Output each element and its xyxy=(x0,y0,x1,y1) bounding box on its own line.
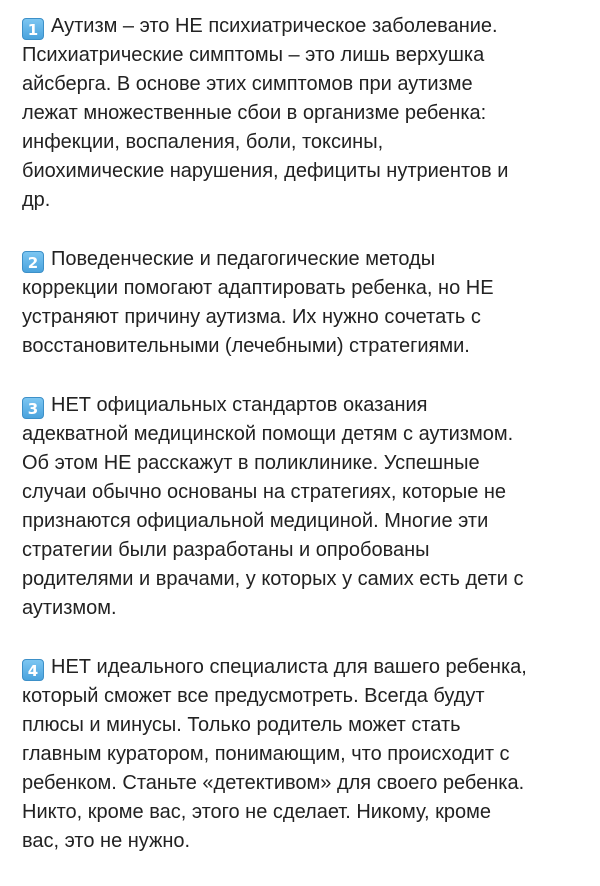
paragraph-line: ребенком. Станьте «детективом» для своего ребенка. xyxy=(22,772,525,794)
paragraph-1 xyxy=(22,12,590,215)
paragraph-line: др. xyxy=(22,189,51,211)
article-body xyxy=(22,12,590,886)
paragraph-line: айсберга. В основе этих симптомов при аутизме xyxy=(22,73,473,95)
paragraph-line: инфекции, воспаления, боли, токсины, xyxy=(22,131,384,153)
paragraph-line: биохимические нарушения, дефициты нутриентов и xyxy=(22,160,509,182)
paragraph-2 xyxy=(22,245,590,361)
paragraph-line xyxy=(22,653,590,682)
paragraph-line: случаи обычно основаны на стратегиях, которые не xyxy=(22,481,507,503)
paragraph-line: стратегии были разработаны и опробованы xyxy=(22,539,430,561)
line-text: НЕТ идеального специалиста для вашего ребенка, xyxy=(51,656,527,678)
paragraph-line: коррекции помогают адаптировать ребенка, но НЕ xyxy=(22,277,494,299)
paragraph-line: признаются официальной медициной. Многие эти xyxy=(22,510,489,532)
paragraph-line: восстановительными (лечебными) стратегиями. xyxy=(22,335,470,357)
paragraph-line: который сможет все предусмотреть. Всегда будут xyxy=(22,685,485,707)
line-text: НЕТ официальных стандартов оказания xyxy=(51,394,428,416)
paragraph-line: вас, это не нужно. xyxy=(22,830,191,852)
paragraph-3 xyxy=(22,391,590,623)
paragraph-line: аутизмом. xyxy=(22,597,117,619)
keycap-digit-three-icon: 3 xyxy=(22,397,44,419)
paragraph-line: Психиатрические симптомы – это лишь верхушка xyxy=(22,44,485,66)
keycap-digit-one-icon: 1 xyxy=(22,18,44,40)
paragraph-line xyxy=(22,12,590,41)
paragraph-line: Никто, кроме вас, этого не сделает. Никому, кроме xyxy=(22,801,492,823)
line-text: Аутизм – это НЕ психиатрическое заболевание. xyxy=(51,15,498,37)
paragraph-line: плюсы и минусы. Только родитель может стать xyxy=(22,714,461,736)
paragraph-line: адекватной медицинской помощи детям с аутизмом. xyxy=(22,423,514,445)
line-text: Поведенческие и педагогические методы xyxy=(51,248,436,270)
paragraph-line: Об этом НЕ расскажут в поликлинике. Успешные xyxy=(22,452,480,474)
paragraph-line: устраняют причину аутизма. Их нужно сочетать с xyxy=(22,306,481,328)
paragraph-line xyxy=(22,245,590,274)
keycap-digit-four-icon: 4 xyxy=(22,659,44,681)
paragraph-line xyxy=(22,391,590,420)
paragraph-line: главным куратором, понимающим, что происходит с xyxy=(22,743,510,765)
paragraph-line: родителями и врачами, у которых у самих есть дети с xyxy=(22,568,524,590)
paragraph-4 xyxy=(22,653,590,856)
paragraph-line: лежат множественные сбои в организме ребенка: xyxy=(22,102,487,124)
keycap-digit-two-icon: 2 xyxy=(22,251,44,273)
